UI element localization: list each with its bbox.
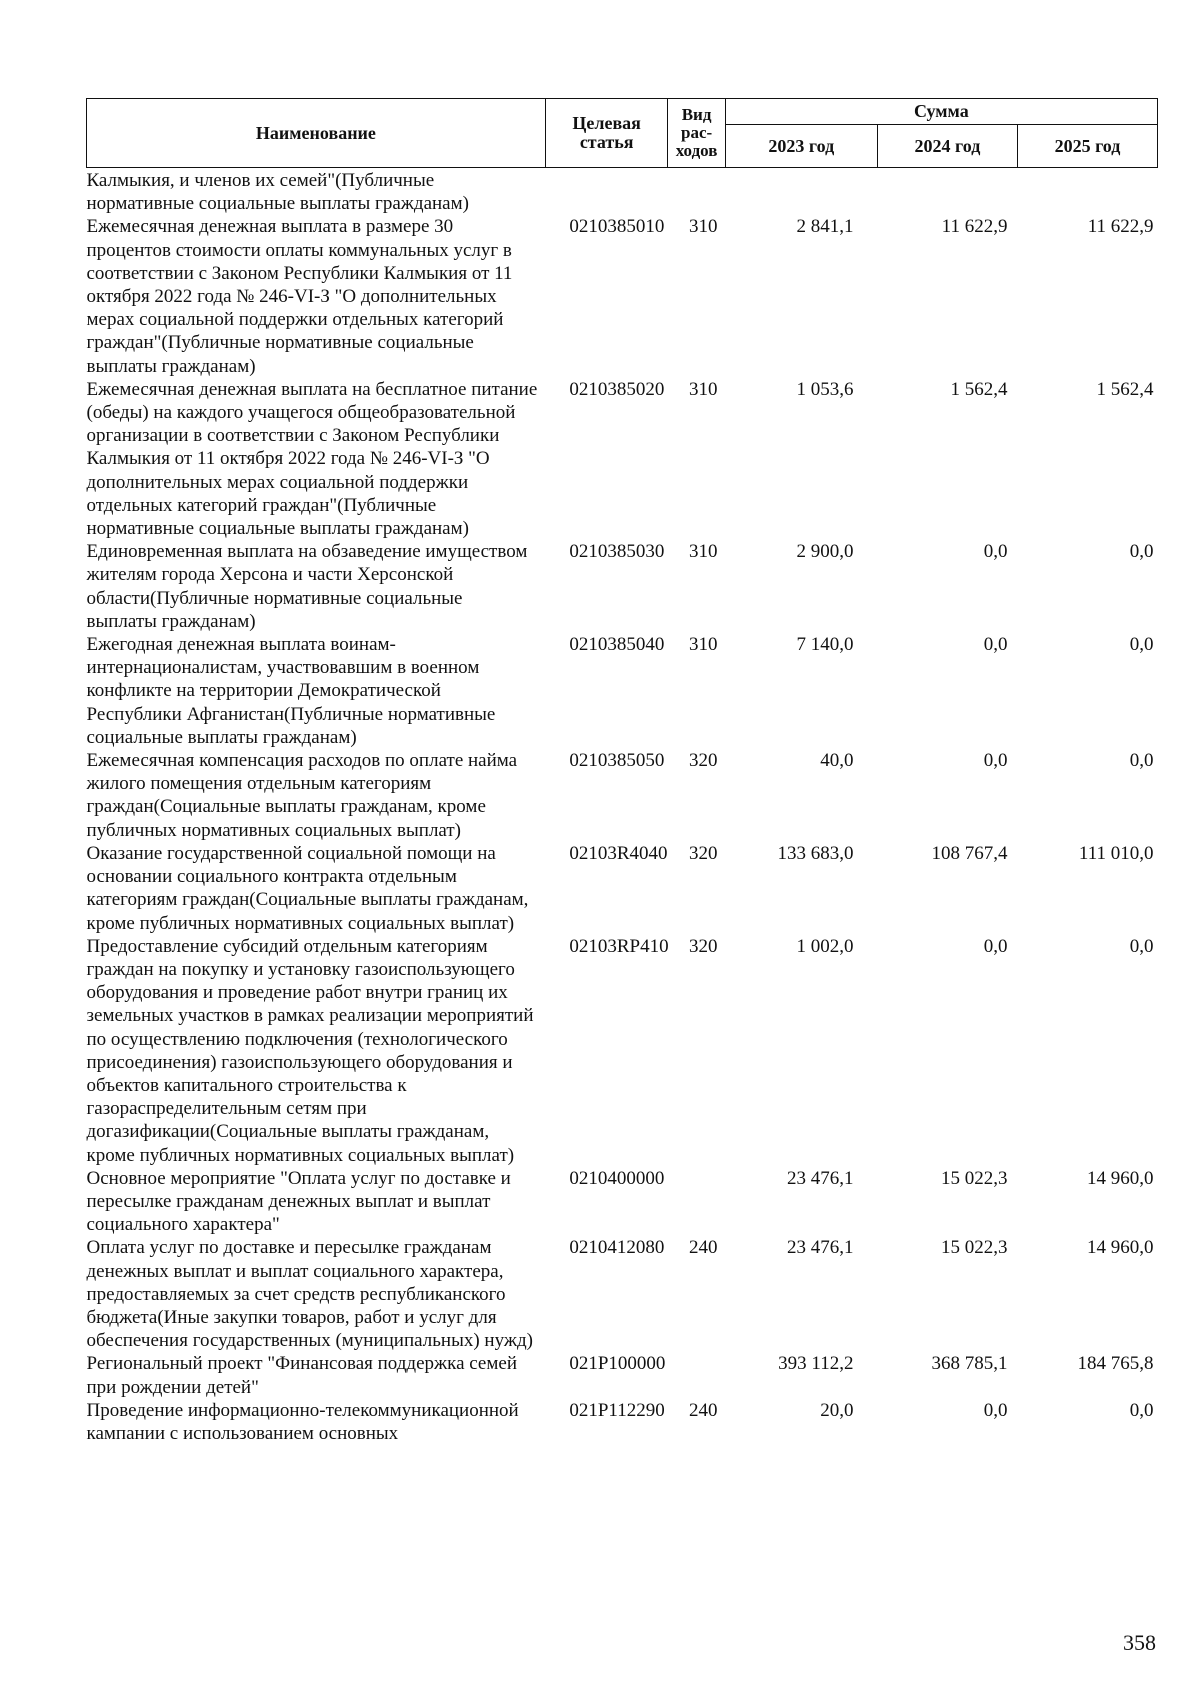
table-row <box>87 540 1158 633</box>
table-row <box>87 1399 1158 1445</box>
page-number: 358 <box>1123 1630 1156 1655</box>
row-sum-2025: 0,0 <box>1129 1399 1154 1421</box>
row-expense-type: 310 <box>688 634 718 656</box>
row-target-article: 0210385040 <box>569 634 665 656</box>
row-name: Проведение информационно-телекоммуникационной кампании с использованием основных <box>86 1399 519 1444</box>
row-expense-type: 320 <box>688 842 718 864</box>
row-sum-2025: 111 010,0 <box>1078 842 1154 864</box>
row-name: Региональный проект "Финансовая поддержка семей при рождении детей" <box>86 1353 517 1398</box>
row-sum-2025: 0,0 <box>1129 750 1154 772</box>
table-row <box>87 842 1158 935</box>
row-sum-2024: 11 622,9 <box>941 216 1008 238</box>
header-year-2023: 2023 год <box>725 125 877 168</box>
row-sum-2023: 2 841,1 <box>796 216 854 238</box>
header-sum: Сумма <box>725 99 1157 125</box>
row-sum-2023: 23 476,1 <box>786 1167 854 1189</box>
budget-page <box>86 98 1158 1445</box>
row-target-article <box>545 168 668 216</box>
row-expense-type: 320 <box>688 750 718 772</box>
table-row <box>87 378 1158 540</box>
table-row <box>87 168 1158 216</box>
row-sum-2025: 14 960,0 <box>1087 1167 1154 1189</box>
row-expense-type: 310 <box>688 541 718 563</box>
table-row <box>87 1236 1158 1352</box>
row-expense-type <box>668 1167 725 1237</box>
row-target-article: 0210385020 <box>569 378 665 400</box>
row-name: Ежемесячная денежная выплата в размере 30 процентов стоимости оплаты коммунальных услуг в соответствии с Законом Республики Калмыкия от 11 октября 2022 года № 246-VI-З "О дополнительных мерах социальной поддержки отдельных категорий граждан"(Публичные нормативные социальные выплаты гражданам) <box>86 216 513 377</box>
row-sum-2023 <box>725 168 877 216</box>
header-name: Наименование <box>87 99 546 168</box>
header-code: Целевая статья <box>545 99 668 168</box>
row-expense-type: 320 <box>688 935 718 957</box>
row-expense-type: 240 <box>688 1237 718 1259</box>
row-sum-2024: 368 785,1 <box>931 1353 1008 1375</box>
budget-table <box>86 98 1158 1445</box>
table-row <box>87 215 1158 377</box>
row-target-article: 0210412080 <box>569 1237 665 1259</box>
row-name: Ежемесячная денежная выплата на бесплатное питание (обеды) на каждого учащегося общеобразовательной организации в соответствии с Законом Республики Калмыкия от 11 октября 2022 года № 246-VI-З "О дополнительных мерах социальной поддержки отдельных категорий граждан"(Публичные нормативные социальные выплаты гражданам) <box>86 378 538 540</box>
row-sum-2023: 133 683,0 <box>777 842 854 864</box>
row-sum-2024: 0,0 <box>983 634 1008 656</box>
row-expense-type <box>668 1352 725 1398</box>
row-target-article: 0210385050 <box>569 750 665 772</box>
row-sum-2024: 15 022,3 <box>940 1167 1008 1189</box>
row-sum-2025 <box>1017 168 1157 216</box>
row-target-article: 021P100000 <box>569 1353 666 1375</box>
table-row <box>87 935 1158 1167</box>
row-sum-2023: 23 476,1 <box>786 1237 854 1259</box>
row-target-article: 0210385030 <box>569 541 665 563</box>
row-name: Ежемесячная компенсация расходов по оплате найма жилого помещения отдельным категориям граждан(Социальные выплаты гражданам, кроме публичных нормативных социальных выплат) <box>86 750 518 841</box>
row-sum-2024: 0,0 <box>983 935 1008 957</box>
row-target-article: 021P112290 <box>569 1399 665 1421</box>
table-row <box>87 749 1158 842</box>
row-sum-2023: 7 140,0 <box>796 634 854 656</box>
row-name: Единовременная выплата на обзаведение имуществом жителям города Херсона и части Херсонской области(Публичные нормативные социальные выплаты гражданам) <box>86 541 528 632</box>
row-sum-2024: 0,0 <box>983 750 1008 772</box>
row-sum-2025: 11 622,9 <box>1087 216 1154 238</box>
header-kind: Вид рас-ходов <box>668 99 725 168</box>
row-sum-2023: 40,0 <box>820 750 854 772</box>
row-sum-2025: 0,0 <box>1129 634 1154 656</box>
row-sum-2025: 0,0 <box>1129 541 1154 563</box>
row-sum-2023: 2 900,0 <box>796 541 854 563</box>
row-sum-2024: 1 562,4 <box>950 378 1008 400</box>
row-target-article: 0210400000 <box>569 1167 665 1189</box>
row-sum-2023: 393 112,2 <box>778 1353 854 1375</box>
row-name: Калмыкия, и членов их семей"(Публичные нормативные социальные выплаты гражданам) <box>86 170 469 215</box>
row-sum-2024 <box>877 168 1017 216</box>
row-sum-2024: 0,0 <box>983 541 1008 563</box>
row-name: Предоставление субсидий отдельным категориям граждан на покупку и установку газоиспользующего оборудования и проведение работ внутри границ их земельных участков в рамках реализации мероприятий по осуществлению подключения (технологического присоединения) газоиспользующего оборудования и объектов капитального строительства к газораспределительным сетям при догазификации(Социальные выплаты гражданам, кроме публичных нормативных социальных выплат) <box>86 935 534 1166</box>
row-expense-type: 310 <box>688 216 718 238</box>
row-sum-2025: 1 562,4 <box>1096 378 1154 400</box>
row-target-article: 02103RP410 <box>569 935 669 957</box>
table-row <box>87 633 1158 749</box>
table-header <box>87 99 1158 168</box>
row-expense-type <box>668 168 725 216</box>
row-sum-2025: 184 765,8 <box>1077 1353 1154 1375</box>
row-sum-2025: 0,0 <box>1129 935 1154 957</box>
row-expense-type: 310 <box>688 378 718 400</box>
row-name: Основное мероприятие "Оплата услуг по доставке и пересылке гражданам денежных выплат и выплат социального характера" <box>86 1167 511 1236</box>
header-year-2025: 2025 год <box>1017 125 1157 168</box>
table-body <box>87 168 1158 1446</box>
row-target-article: 02103R4040 <box>569 842 668 864</box>
row-name: Оказание государственной социальной помощи на основании социального контракта отдельным категориям граждан(Социальные выплаты гражданам, кроме публичных нормативных социальных выплат) <box>86 842 529 934</box>
row-sum-2025: 14 960,0 <box>1087 1237 1154 1259</box>
row-name: Оплата услуг по доставке и пересылке гражданам денежных выплат и выплат социального характера, предоставляемых за счет средств республиканского бюджета(Иные закупки товаров, работ и услуг для обеспечения государственных (муниципальных) нужд) <box>86 1237 533 1352</box>
header-year-2024: 2024 год <box>877 125 1017 168</box>
row-sum-2024: 0,0 <box>983 1399 1008 1421</box>
row-expense-type: 240 <box>688 1399 718 1421</box>
row-sum-2023: 1 053,6 <box>796 378 854 400</box>
table-row <box>87 1352 1158 1398</box>
row-sum-2023: 20,0 <box>820 1399 854 1421</box>
row-target-article: 0210385010 <box>569 216 665 238</box>
row-sum-2023: 1 002,0 <box>796 935 854 957</box>
row-name: Ежегодная денежная выплата воинам-интернационалистам, участвовавшим в военном конфликте на территории Демократической Республики Афганистан(Публичные нормативные социальные выплаты гражданам) <box>86 634 496 748</box>
row-sum-2024: 108 767,4 <box>931 842 1008 864</box>
table-row <box>87 1167 1158 1237</box>
row-sum-2024: 15 022,3 <box>940 1237 1008 1259</box>
